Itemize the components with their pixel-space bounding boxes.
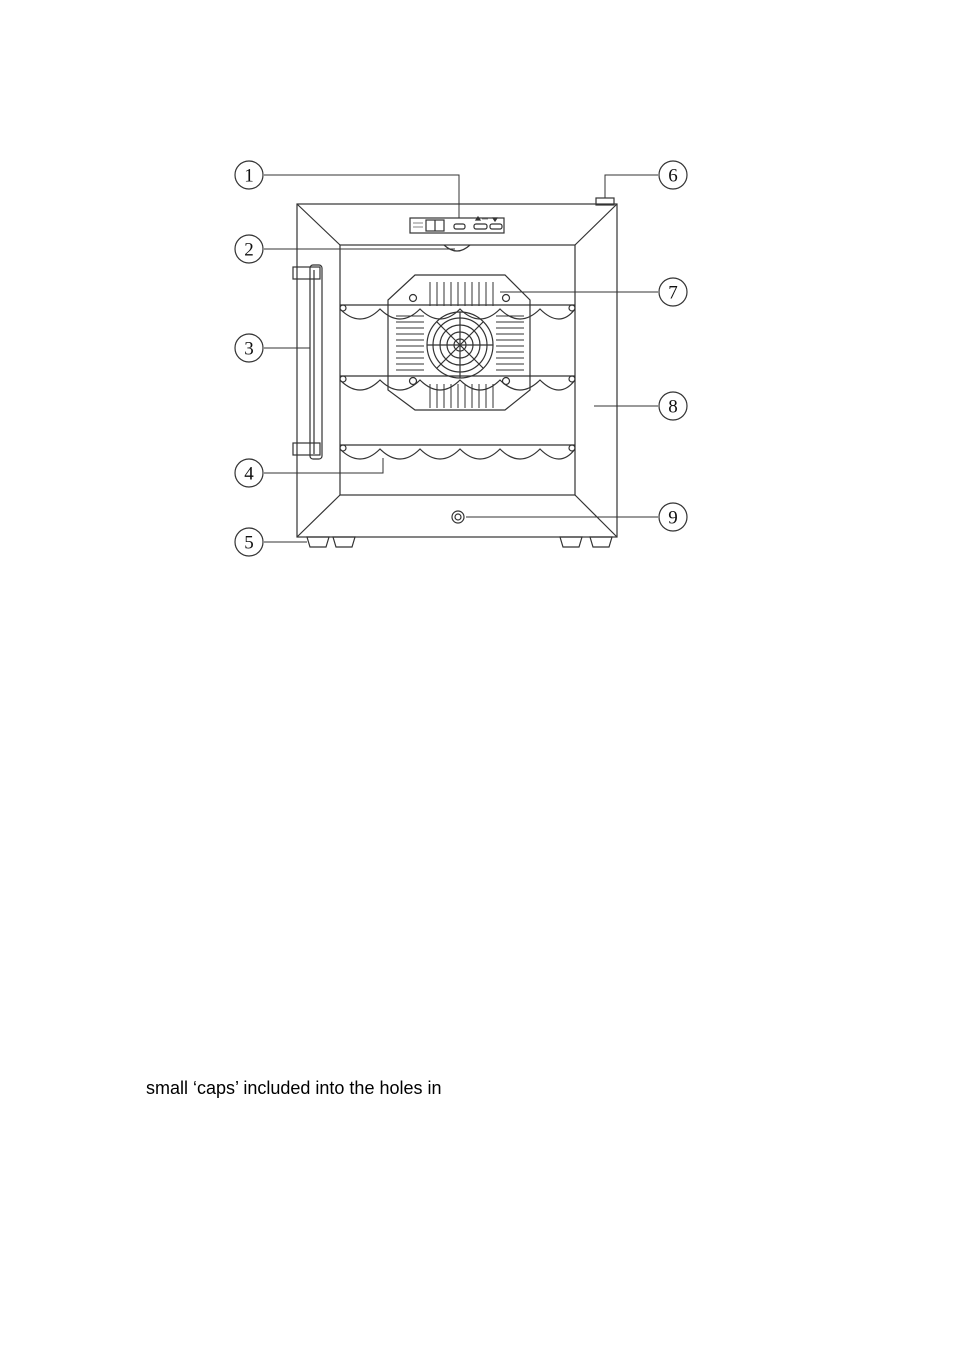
wine-rack-top	[340, 305, 575, 319]
callout-label-6: 6	[668, 165, 678, 187]
interior-light	[444, 245, 470, 251]
callout-label-5: 5	[244, 532, 254, 554]
callout-label-2: 2	[244, 239, 254, 261]
callout-label-9: 9	[668, 507, 678, 529]
door-lock	[452, 511, 464, 523]
callout-label-3: 3	[244, 338, 254, 360]
cabinet-outline	[297, 204, 617, 537]
callout-label-4: 4	[244, 463, 254, 485]
callout-label-1: 1	[244, 165, 254, 187]
fan-housing	[388, 275, 530, 410]
control-panel	[410, 217, 504, 233]
callout-label-7: 7	[668, 282, 678, 304]
cabinet-feet	[307, 537, 612, 547]
callout-label-8: 8	[668, 396, 678, 418]
body-text: small ‘caps’ included into the holes in	[146, 1078, 442, 1098]
wine-rack-bottom	[340, 445, 575, 459]
